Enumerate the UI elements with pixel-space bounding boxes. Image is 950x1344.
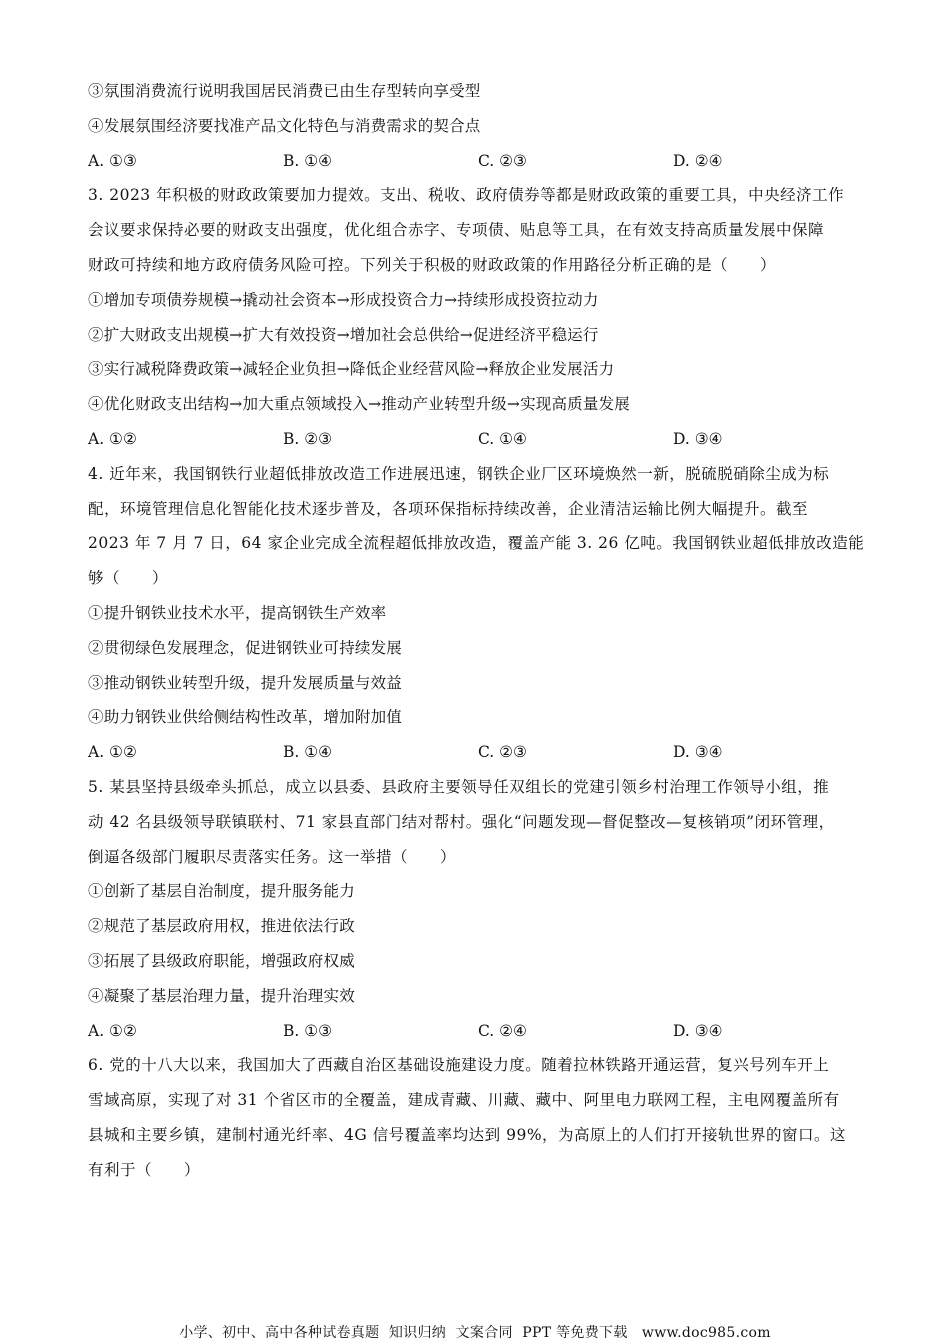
q3-statement-4: ④优化财政支出结构→加大重点领域投入→推动产业转型升级→实现高质量发展 bbox=[88, 395, 630, 414]
q6-stem-line-2: 雪域高原，实现了对 31 个省区市的全覆盖，建成青藏、川藏、藏中、阿里电力联网工程，主电网覆盖所有 bbox=[88, 1091, 840, 1110]
q4-option-b: B. ①④ bbox=[283, 743, 333, 762]
exam-page bbox=[88, 74, 868, 1188]
q4-option-d: D. ③④ bbox=[673, 743, 723, 762]
q5-statement-1: ①创新了基层自治制度，提升服务能力 bbox=[88, 882, 355, 901]
q5-option-b: B. ①③ bbox=[283, 1021, 333, 1040]
q4-stem-line-2: 配，环境管理信息化智能化技术逐步普及，各项环保指标持续改善，企业清洁运输比例大幅提升。截至 bbox=[88, 499, 809, 518]
q6-stem-line-4: 有利于（ ） bbox=[88, 1160, 201, 1179]
footer-site-link[interactable]: www.doc985.com bbox=[641, 1325, 771, 1341]
q4-statement-1: ①提升钢铁业技术水平，提高钢铁生产效率 bbox=[88, 603, 387, 622]
page-footer bbox=[0, 1322, 950, 1342]
q5-statement-2: ②规范了基层政府用权，推进依法行政 bbox=[88, 917, 355, 936]
q4-option-c: C. ②③ bbox=[478, 743, 527, 762]
q3-statement-3: ③实行减税降费政策→减轻企业负担→降低企业经营风险→释放企业发展活力 bbox=[88, 360, 615, 379]
q3-stem-line-3: 财政可持续和地方政府债务风险可控。下列关于积极的财政政策的作用路径分析正确的是（ ） bbox=[88, 255, 777, 274]
q5-option-a: A. ①② bbox=[88, 1021, 137, 1040]
q5-option-d: D. ③④ bbox=[673, 1021, 723, 1040]
q3-option-b: B. ②③ bbox=[283, 429, 333, 448]
q3-statement-1: ①增加专项债券规模→撬动社会资本→形成投资合力→持续形成投资拉动力 bbox=[88, 290, 599, 309]
q5-option-c: C. ②④ bbox=[478, 1021, 527, 1040]
q5-options bbox=[88, 1014, 868, 1049]
q4-stem-line-3: 2023 年 7 月 7 日，64 家企业完成全流程超低排放改造，覆盖产能 3. 26 亿吨。我国钢铁业超低排放改造能 bbox=[88, 534, 865, 553]
q4-statement-4: ④助力钢铁业供给侧结构性改革，增加附加值 bbox=[88, 708, 403, 727]
q2-statement-4: ④发展氛围经济要找准产品文化特色与消费需求的契合点 bbox=[88, 116, 481, 135]
q4-stem-line-4: 够（ ） bbox=[88, 569, 169, 588]
q5-statement-4: ④凝聚了基层治理力量，提升治理实效 bbox=[88, 986, 355, 1005]
q2-option-b: B. ①④ bbox=[283, 151, 333, 170]
q2-options bbox=[88, 144, 868, 179]
q6-stem-line-3: 县城和主要乡镇，建制村通光纤率、4G 信号覆盖率均达到 99%，为高原上的人们打开接轨世界的窗口。这 bbox=[88, 1125, 847, 1144]
q5-stem-line-2: 动 42 名县级领导联镇联村、71 家县直部门结对帮村。强化“问题发现—督促整改—复核销项”闭环管理， bbox=[88, 812, 835, 831]
q5-stem-line-3: 倒逼各级部门履职尽责落实任务。这一举措（ ） bbox=[88, 847, 457, 866]
q4-options bbox=[88, 735, 868, 770]
q3-option-c: C. ①④ bbox=[478, 429, 527, 448]
footer-text: 小学、初中、高中各种试卷真题 知识归纳 文案合同 PPT 等免费下载 bbox=[179, 1325, 628, 1341]
q5-stem-line-1: 5. 某县坚持县级牵头抓总，成立以县委、县政府主要领导任双组长的党建引领乡村治理工作领导小组，推 bbox=[88, 777, 830, 796]
q2-option-c: C. ②③ bbox=[478, 151, 527, 170]
q4-statement-2: ②贯彻绿色发展理念，促进钢铁业可持续发展 bbox=[88, 638, 403, 657]
q4-option-a: A. ①② bbox=[88, 743, 137, 762]
q3-options bbox=[88, 422, 868, 457]
q3-option-d: D. ③④ bbox=[673, 429, 723, 448]
q5-statement-3: ③拓展了县级政府职能，增强政府权威 bbox=[88, 951, 355, 970]
q2-statement-3: ③氛围消费流行说明我国居民消费已由生存型转向享受型 bbox=[88, 82, 481, 100]
q3-option-a: A. ①② bbox=[88, 429, 137, 448]
q4-statement-3: ③推动钢铁业转型升级，提升发展质量与效益 bbox=[88, 673, 403, 692]
q3-stem-line-2: 会议要求保持必要的财政支出强度，优化组合赤字、专项债、贴息等工具，在有效支持高质量发展中保障 bbox=[88, 221, 825, 240]
q2-option-a: A. ①③ bbox=[88, 151, 137, 170]
q4-stem-line-1: 4. 近年来，我国钢铁行业超低排放改造工作进展迅速，钢铁企业厂区环境焕然一新，脱硫脱硝除尘成为标 bbox=[88, 464, 830, 483]
q3-statement-2: ②扩大财政支出规模→扩大有效投资→增加社会总供给→促进经济平稳运行 bbox=[88, 325, 599, 344]
q6-stem-line-1: 6. 党的十八大以来，我国加大了西藏自治区基础设施建设力度。随着拉林铁路开通运营，复兴号列车开上 bbox=[88, 1056, 830, 1075]
q3-stem-line-1: 3. 2023 年积极的财政政策要加力提效。支出、税收、政府债券等都是财政政策的重要工具，中央经济工作 bbox=[88, 186, 845, 205]
q2-option-d: D. ②④ bbox=[673, 151, 723, 170]
